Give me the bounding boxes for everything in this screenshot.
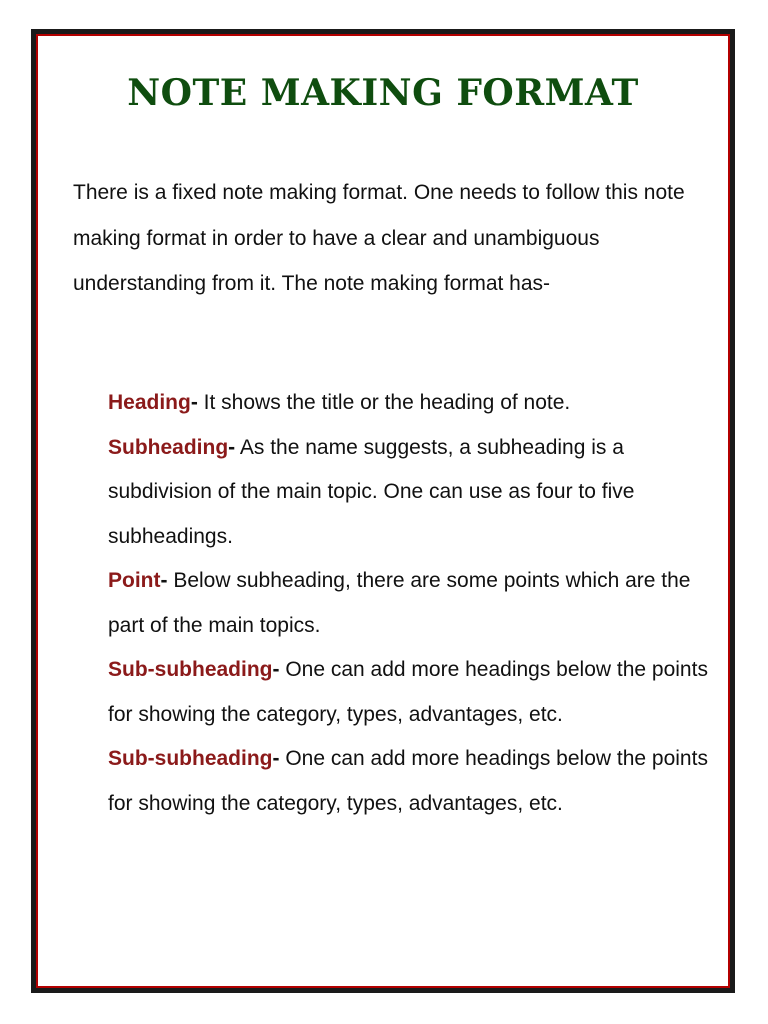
item-term: Sub-subheading (108, 747, 273, 770)
item-term: Point (108, 569, 161, 592)
item-term: Sub-subheading (108, 658, 273, 681)
item-text: As the name suggests, a subheading is a subdivision of the main topic. One can use as four to five subheadings. (108, 435, 635, 548)
list-item-sub-subheading (108, 648, 708, 737)
item-text: One can add more headings below the points for showing the category, types, advantages, etc. (108, 747, 708, 815)
item-text: It shows the title or the heading of note. (197, 391, 571, 414)
list-item-heading (108, 381, 708, 426)
page-border (36, 34, 730, 988)
item-separator: - (272, 658, 280, 681)
intro-paragraph: There is a fixed note making format. One needs to follow this note making format in order to have a clear and unambiguous understanding from it. The note making format has- (73, 181, 685, 295)
item-text: One can add more headings below the points for showing the category, types, advantages, etc. (108, 658, 708, 726)
list-item-sub-subheading-2 (108, 737, 708, 826)
format-list (108, 381, 708, 826)
item-separator: - (228, 435, 236, 459)
item-term: Heading (108, 391, 191, 414)
document-page (31, 29, 735, 993)
list-item-point (108, 559, 708, 648)
list-item-subheading (108, 426, 708, 560)
item-separator: - (190, 391, 198, 414)
item-term: Subheading (108, 435, 229, 459)
item-separator: - (272, 747, 280, 770)
page-title: NOTE MAKING FORMAT (127, 72, 639, 114)
item-text: Below subheading, there are some points which are the part of the main topics. (108, 569, 691, 637)
item-separator: - (160, 569, 168, 592)
